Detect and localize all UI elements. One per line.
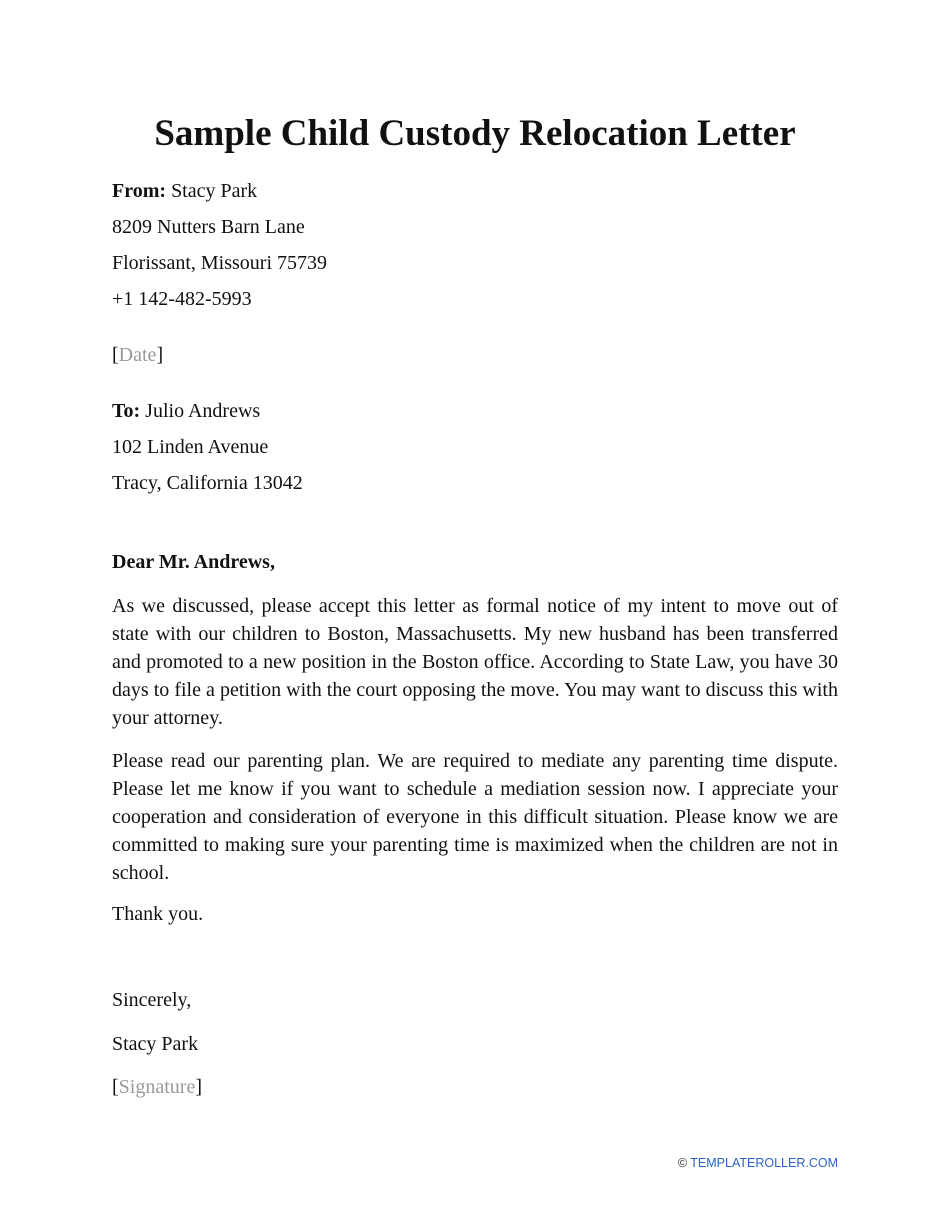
to-label: To: (112, 400, 141, 422)
sender-line (112, 178, 257, 204)
signature-placeholder: Signature (118, 1076, 196, 1098)
signature-bracket-close: ] (195, 1076, 202, 1098)
date-placeholder: Date (118, 344, 157, 366)
date-bracket-close: ] (156, 344, 164, 366)
body-paragraph-1: As we discussed, please accept this letter as formal notice of my intent to move out of state with our children to Boston, Massachusetts. My new husband has been transferred and promoted to a new position in the Boston office. According to State Law, you have 30 days to file a petition with the court opposing the move. You may want to discuss this with your attorney. (112, 595, 838, 729)
recipient-line (112, 398, 260, 424)
date-field (112, 342, 163, 368)
sender-address-line-1: 8209 Nutters Barn Lane (112, 216, 305, 238)
signer-name: Stacy Park (112, 1033, 199, 1055)
sender-address-line-2: Florissant, Missouri 75739 (112, 252, 328, 274)
sender-name: Stacy Park (171, 180, 258, 202)
templateroller-link[interactable]: TEMPLATEROLLER.COM (690, 1156, 838, 1170)
copyright-symbol: © (677, 1156, 688, 1170)
footer-credit (678, 1155, 838, 1171)
body-paragraph-2: Please read our parenting plan. We are required to mediate any parenting time dispute. Please let me know if you want to schedule a mediation session now. I appreciate your cooperation and consideration of everyone in this difficult situation. Please know we are committed to making sure your parenting time is maximized when the children are not in school. (112, 750, 838, 884)
sender-phone: +1 142-482-5993 (112, 288, 252, 310)
signature-bracket-open: [ (112, 1076, 119, 1098)
recipient-name: Julio Andrews (145, 400, 261, 422)
date-bracket-open: [ (112, 344, 119, 366)
closing-line: Sincerely, (112, 989, 192, 1011)
salutation: Dear Mr. Andrews, (112, 551, 275, 573)
recipient-address-line-2: Tracy, California 13042 (112, 472, 303, 494)
signature-field (112, 1074, 202, 1100)
from-label: From: (112, 180, 167, 202)
document-title: Sample Child Custody Relocation Letter (154, 113, 796, 154)
thanks-line: Thank you. (112, 903, 204, 925)
recipient-address-line-1: 102 Linden Avenue (112, 436, 269, 458)
